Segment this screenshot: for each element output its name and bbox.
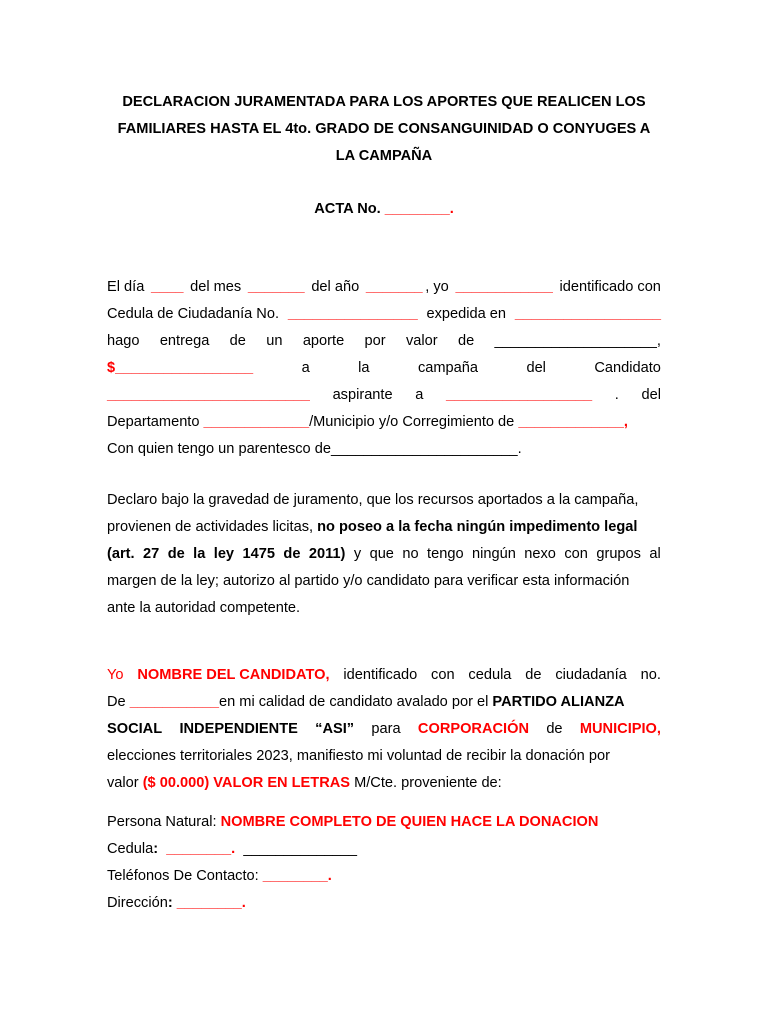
p3-line-4	[107, 743, 661, 770]
word: tengo	[427, 546, 464, 562]
donor-phone	[107, 863, 661, 890]
p2-line-5	[107, 595, 661, 622]
department-blank: _____________	[203, 414, 310, 430]
amount-blank: $_________________	[107, 360, 254, 376]
p1-line-2	[107, 301, 661, 328]
acta-label: ACTA No.	[314, 201, 385, 217]
text: valor	[107, 775, 143, 791]
word: de	[525, 667, 542, 683]
text: De	[107, 694, 130, 710]
year-blank: _______	[365, 279, 423, 295]
text: , yo	[425, 279, 453, 295]
word: para	[371, 721, 401, 737]
word: por	[364, 333, 386, 349]
word: de	[283, 546, 301, 562]
p1-line-7	[107, 436, 661, 463]
text: Cedula de Ciudadanía No.	[107, 306, 280, 322]
title-line-3: LA CAMPAÑA	[335, 148, 433, 164]
bold-text: no poseo a la fecha ningún impedimento legal	[317, 519, 638, 535]
word: .	[614, 387, 619, 403]
text: Departamento	[107, 414, 204, 430]
municipality: MUNICIPIO,	[579, 721, 661, 737]
word: no	[402, 546, 419, 562]
colon: :	[153, 841, 159, 857]
word: nexo	[524, 546, 556, 562]
word: aporte	[302, 333, 345, 349]
name-blank: ____________	[455, 279, 553, 295]
title-line-1: DECLARACION JURAMENTADA PARA LOS APORTES QUE REALICEN LOS	[122, 94, 646, 110]
aspirant-blank: __________________	[446, 387, 593, 403]
text: identificado con	[555, 279, 661, 295]
word: al	[649, 546, 661, 562]
party-name: PARTIDO ALIANZA	[492, 694, 625, 710]
party-acronym: “ASI”	[315, 721, 355, 737]
cedula-line: ______________	[243, 841, 357, 857]
document-title	[100, 89, 668, 170]
word: Yo	[107, 667, 124, 683]
text: del mes	[186, 279, 246, 295]
word: con	[431, 667, 455, 683]
corporation: CORPORACIÓN	[417, 721, 529, 737]
donor-address	[107, 890, 661, 917]
word: 1475	[242, 546, 275, 562]
word: y	[353, 546, 362, 562]
word: campaña	[417, 360, 478, 376]
p3-line-3	[107, 716, 661, 743]
field-label: Dirección	[107, 895, 168, 911]
word: que	[369, 546, 394, 562]
candidate-name: NOMBRE DEL CANDIDATO,	[137, 667, 330, 683]
p2-line-3	[107, 541, 661, 568]
word: a	[415, 387, 424, 403]
day-blank: ____	[150, 279, 184, 295]
word: ley	[213, 546, 235, 562]
acta-number	[0, 196, 768, 223]
word: hago	[107, 333, 140, 349]
word: de	[546, 721, 563, 737]
word: del	[641, 387, 661, 403]
word: ciudadanía	[555, 667, 627, 683]
text: ante la autoridad competente.	[107, 600, 301, 616]
text: del año	[307, 279, 364, 295]
word: (art.	[107, 546, 135, 562]
word: SOCIAL	[107, 721, 163, 737]
text: El día	[107, 279, 149, 295]
word: entrega	[159, 333, 210, 349]
p2-line-4	[107, 568, 661, 595]
text: M/Cte. proveniente de:	[350, 775, 502, 791]
word: con	[564, 546, 588, 562]
word: de	[229, 333, 246, 349]
field-label: Cedula	[107, 841, 154, 857]
address-blank: ________.	[176, 895, 246, 911]
word: la	[193, 546, 206, 562]
word: Candidato	[594, 360, 661, 376]
word: 27	[143, 546, 160, 562]
text: en mi calidad de candidato avalado por el	[219, 694, 493, 710]
word: INDEPENDIENTE	[179, 721, 298, 737]
text: provienen de actividades licitas,	[107, 519, 318, 535]
phone-blank: ________.	[262, 868, 332, 884]
p1-line-3	[107, 328, 661, 355]
p2-line-1	[107, 487, 661, 514]
text: Declaro bajo la gravedad de juramento, que los recursos aportados a la campaña,	[107, 492, 639, 508]
p3-line-5	[107, 770, 661, 797]
acta-blank: ________.	[384, 201, 454, 217]
word: la	[358, 360, 370, 376]
word: cedula	[468, 667, 512, 683]
p1-line-5	[107, 382, 661, 409]
candidate-blank: _________________________	[107, 387, 310, 403]
donor-cedula	[107, 836, 661, 863]
text: margen de la ley; autorizo al partido y/o candidato para verificar esta información	[107, 573, 630, 589]
word: grupos	[596, 546, 641, 562]
word: de	[167, 546, 185, 562]
word: un	[266, 333, 283, 349]
id-number-blank: ________________	[287, 306, 418, 322]
donation-value: ($ 00.000) VALOR EN LETRAS	[142, 775, 351, 791]
donor-full-name: NOMBRE COMPLETO DE QUIEN HACE LA DONACION	[220, 814, 599, 830]
municipality-blank: _____________,	[518, 414, 628, 430]
p1-line-1	[107, 274, 661, 301]
p3-line-2	[107, 689, 661, 716]
month-blank: _______	[247, 279, 305, 295]
word: 2011)	[308, 546, 346, 562]
colon: :	[167, 895, 173, 911]
p1-line-6	[107, 409, 661, 436]
cedula-blank: ________.	[166, 841, 236, 857]
word: aspirante	[332, 387, 393, 403]
word: no.	[640, 667, 661, 683]
text: elecciones territoriales 2023, manifiesto mi voluntad de recibir la donación por	[107, 748, 610, 764]
issued-in-blank: __________________	[514, 306, 661, 322]
candidate-id-blank: ___________	[129, 694, 219, 710]
word: ningún	[472, 546, 516, 562]
title-line-2: FAMILIARES HASTA EL 4to. GRADO DE CONSANGUINIDAD O CONYUGES A	[117, 121, 651, 137]
relationship-line: Con quien tengo un parentesco de_______________________.	[107, 441, 522, 457]
field-label: Persona Natural:	[107, 814, 221, 830]
word: del	[526, 360, 546, 376]
text: expedida en	[426, 306, 507, 322]
word: de	[457, 333, 475, 349]
donor-natural-person	[107, 809, 661, 836]
word: identificado	[343, 667, 418, 683]
value-blank: ____________________,	[494, 333, 661, 349]
field-label: Teléfonos De Contacto:	[107, 868, 263, 884]
p1-line-4	[107, 355, 661, 382]
word: valor	[405, 333, 438, 349]
text: /Municipio y/o Corregimiento de	[309, 414, 519, 430]
p3-line-1	[107, 662, 661, 689]
p2-line-2	[107, 514, 661, 541]
word: a	[301, 360, 310, 376]
